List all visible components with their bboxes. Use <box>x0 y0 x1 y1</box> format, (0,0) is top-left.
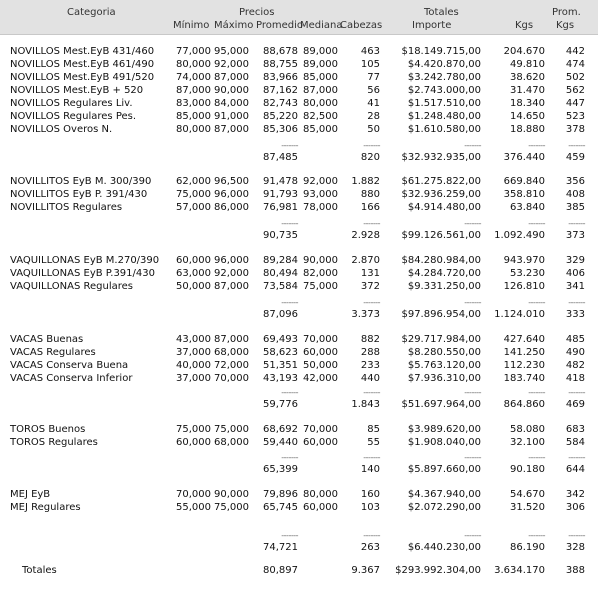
separator-prom: ------- <box>281 298 298 307</box>
row-max: 90,000 <box>214 489 249 500</box>
row-imp: $8.280.550,00 <box>407 347 481 358</box>
row-category: MEJ Regulares <box>10 502 81 513</box>
row-pk: 523 <box>565 111 585 122</box>
row-med: 87,000 <box>303 85 338 96</box>
row-category: NOVILLOS Overos N. <box>10 124 113 135</box>
separator-imp: ------- <box>464 298 481 307</box>
row-prom: 58,623 <box>263 347 298 358</box>
row-prom: 91,478 <box>263 176 298 187</box>
subtotal-pk: 333 <box>565 309 585 320</box>
row-med: 80,000 <box>303 489 338 500</box>
row-med: 85,000 <box>303 124 338 135</box>
row-cab: 288 <box>360 347 380 358</box>
row-kgs: 427.640 <box>503 334 545 345</box>
subtotal-prom: 87,096 <box>263 309 298 320</box>
header-mediana: Mediana <box>300 20 343 31</box>
row-prom: 79,896 <box>263 489 298 500</box>
row-med: 75,000 <box>303 281 338 292</box>
row-pk: 306 <box>565 502 585 513</box>
row-imp: $1.248.480,00 <box>407 111 481 122</box>
row-kgs: 112.230 <box>503 360 545 371</box>
row-kgs: 126.810 <box>503 281 545 292</box>
row-category: NOVILLOS Mest.EyB 461/490 <box>10 59 155 70</box>
separator-prom: ------- <box>281 531 298 540</box>
row-category: VAQUILLONAS EyB P.391/430 <box>10 268 155 279</box>
row-cab: 463 <box>360 46 380 57</box>
row-max: 95,000 <box>214 46 249 57</box>
row-cab: 880 <box>360 189 380 200</box>
subtotal-prom: 87,485 <box>263 152 298 163</box>
subtotal-pk: 644 <box>565 464 585 475</box>
row-kgs: 31.520 <box>510 502 545 513</box>
row-prom: 43,193 <box>263 373 298 384</box>
row-max: 92,000 <box>214 268 249 279</box>
row-kgs: 141.250 <box>503 347 545 358</box>
row-med: 50,000 <box>303 360 338 371</box>
row-pk: 584 <box>565 437 585 448</box>
row-prom: 87,162 <box>263 85 298 96</box>
row-min: 55,000 <box>176 502 211 513</box>
row-pk: 562 <box>565 85 585 96</box>
row-max: 75,000 <box>214 502 249 513</box>
header-totales: Totales <box>424 7 459 18</box>
row-prom: 85,306 <box>263 124 298 135</box>
separator-pk: ------- <box>568 219 585 228</box>
row-med: 93,000 <box>303 189 338 200</box>
subtotal-kgs: 90.180 <box>510 464 545 475</box>
row-prom: 76,981 <box>263 202 298 213</box>
subtotal-kgs: 864.860 <box>503 399 545 410</box>
header-maximo: Máximo <box>214 20 254 31</box>
row-imp: $32.936.259,00 <box>401 189 481 200</box>
separator-cab: ------- <box>363 141 380 150</box>
row-min: 75,000 <box>176 424 211 435</box>
subtotal-prom: 59,776 <box>263 399 298 410</box>
row-med: 82,500 <box>303 111 338 122</box>
row-med: 60,000 <box>303 347 338 358</box>
row-cab: 160 <box>360 489 380 500</box>
row-imp: $2.743.000,00 <box>407 85 481 96</box>
header-prom-kgs: Kgs <box>556 20 575 31</box>
row-category: NOVILLOS Mest.EyB 491/520 <box>10 72 155 83</box>
separator-prom: ------- <box>281 388 298 397</box>
row-category: VACAS Buenas <box>10 334 84 345</box>
separator-imp: ------- <box>464 141 481 150</box>
row-category: VACAS Regulares <box>10 347 96 358</box>
row-cab: 233 <box>360 360 380 371</box>
subtotal-imp: $6.440.230,00 <box>407 542 481 553</box>
subtotal-cab: 140 <box>360 464 380 475</box>
separator-cab: ------- <box>363 531 380 540</box>
row-med: 80,000 <box>303 98 338 109</box>
row-pk: 474 <box>565 59 585 70</box>
subtotal-pk: 459 <box>565 152 585 163</box>
separator-kgs: ------- <box>528 219 545 228</box>
row-pk: 406 <box>565 268 585 279</box>
row-imp: $61.275.822,00 <box>401 176 481 187</box>
row-med: 70,000 <box>303 334 338 345</box>
grand-total-cab: 9.367 <box>351 565 380 576</box>
row-prom: 69,493 <box>263 334 298 345</box>
row-max: 96,500 <box>214 176 249 187</box>
row-cab: 882 <box>360 334 380 345</box>
separator-cab: ------- <box>363 453 380 462</box>
row-imp: $1.908.040,00 <box>407 437 481 448</box>
row-pk: 502 <box>565 72 585 83</box>
row-imp: $29.717.984,00 <box>401 334 481 345</box>
row-pk: 683 <box>565 424 585 435</box>
row-category: NOVILLITOS Regulares <box>10 202 123 213</box>
row-min: 83,000 <box>176 98 211 109</box>
row-min: 43,000 <box>176 334 211 345</box>
row-kgs: 183.740 <box>503 373 545 384</box>
row-kgs: 943.970 <box>503 255 545 266</box>
separator-kgs: ------- <box>528 531 545 540</box>
row-prom: 85,220 <box>263 111 298 122</box>
header-kgs: Kgs <box>515 20 534 31</box>
row-prom: 80,494 <box>263 268 298 279</box>
row-pk: 490 <box>565 347 585 358</box>
subtotal-cab: 3.373 <box>351 309 380 320</box>
grand-total-pk: 388 <box>565 565 585 576</box>
row-min: 80,000 <box>176 124 211 135</box>
row-imp: $84.280.984,00 <box>401 255 481 266</box>
row-pk: 485 <box>565 334 585 345</box>
row-category: NOVILLOS Regulares Liv. <box>10 98 133 109</box>
row-min: 74,000 <box>176 72 211 83</box>
row-category: VAQUILLONAS EyB M.270/390 <box>10 255 160 266</box>
row-cab: 28 <box>367 111 380 122</box>
row-imp: $3.989.620,00 <box>407 424 481 435</box>
row-imp: $1.610.580,00 <box>407 124 481 135</box>
row-max: 68,000 <box>214 347 249 358</box>
row-category: NOVILLITOS EyB M. 300/390 <box>10 176 152 187</box>
row-cab: 1.882 <box>351 176 380 187</box>
row-med: 89,000 <box>303 46 338 57</box>
row-prom: 59,440 <box>263 437 298 448</box>
subtotal-cab: 1.843 <box>351 399 380 410</box>
row-category: VACAS Conserva Buena <box>10 360 129 371</box>
row-imp: $9.331.250,00 <box>407 281 481 292</box>
row-category: NOVILLITOS EyB P. 391/430 <box>10 189 148 200</box>
row-kgs: 18.340 <box>510 98 545 109</box>
separator-imp: ------- <box>464 531 481 540</box>
row-prom: 68,692 <box>263 424 298 435</box>
subtotal-pk: 328 <box>565 542 585 553</box>
row-max: 96,000 <box>214 189 249 200</box>
row-kgs: 358.810 <box>503 189 545 200</box>
row-pk: 408 <box>565 189 585 200</box>
header-precios: Precios <box>239 7 275 18</box>
separator-imp: ------- <box>464 219 481 228</box>
row-max: 90,000 <box>214 85 249 96</box>
row-imp: $4.420.870,00 <box>407 59 481 70</box>
row-cab: 103 <box>360 502 380 513</box>
separator-kgs: ------- <box>528 388 545 397</box>
row-med: 42,000 <box>303 373 338 384</box>
row-med: 89,000 <box>303 59 338 70</box>
row-kgs: 38.620 <box>510 72 545 83</box>
row-pk: 341 <box>565 281 585 292</box>
subtotal-pk: 373 <box>565 230 585 241</box>
row-imp: $3.242.780,00 <box>407 72 481 83</box>
row-min: 80,000 <box>176 59 211 70</box>
subtotal-prom: 65,399 <box>263 464 298 475</box>
grand-total-kgs: 3.634.170 <box>494 565 545 576</box>
row-max: 96,000 <box>214 255 249 266</box>
row-pk: 342 <box>565 489 585 500</box>
row-kgs: 204.670 <box>503 46 545 57</box>
row-cab: 85 <box>367 424 380 435</box>
row-prom: 65,745 <box>263 502 298 513</box>
row-kgs: 54.670 <box>510 489 545 500</box>
row-max: 84,000 <box>214 98 249 109</box>
row-med: 82,000 <box>303 268 338 279</box>
row-min: 60,000 <box>176 255 211 266</box>
row-prom: 88,755 <box>263 59 298 70</box>
row-pk: 329 <box>565 255 585 266</box>
row-cab: 55 <box>367 437 380 448</box>
row-prom: 83,966 <box>263 72 298 83</box>
grand-total-imp: $293.992.304,00 <box>395 565 481 576</box>
subtotal-imp: $97.896.954,00 <box>401 309 481 320</box>
row-kgs: 31.470 <box>510 85 545 96</box>
row-prom: 51,351 <box>263 360 298 371</box>
row-imp: $5.763.120,00 <box>407 360 481 371</box>
row-min: 57,000 <box>176 202 211 213</box>
separator-prom: ------- <box>281 453 298 462</box>
row-cab: 131 <box>360 268 380 279</box>
row-imp: $2.072.290,00 <box>407 502 481 513</box>
subtotal-kgs: 376.440 <box>503 152 545 163</box>
row-min: 50,000 <box>176 281 211 292</box>
separator-pk: ------- <box>568 298 585 307</box>
row-min: 77,000 <box>176 46 211 57</box>
separator-cab: ------- <box>363 388 380 397</box>
row-category: NOVILLOS Regulares Pes. <box>10 111 137 122</box>
row-max: 87,000 <box>214 334 249 345</box>
row-imp: $1.517.510,00 <box>407 98 481 109</box>
subtotal-prom: 90,735 <box>263 230 298 241</box>
subtotal-imp: $5.897.660,00 <box>407 464 481 475</box>
row-max: 68,000 <box>214 437 249 448</box>
subtotal-imp: $51.697.964,00 <box>401 399 481 410</box>
row-pk: 442 <box>565 46 585 57</box>
separator-prom: ------- <box>281 141 298 150</box>
row-max: 87,000 <box>214 281 249 292</box>
separator-prom: ------- <box>281 219 298 228</box>
separator-pk: ------- <box>568 388 585 397</box>
subtotal-pk: 469 <box>565 399 585 410</box>
row-pk: 418 <box>565 373 585 384</box>
row-max: 86,000 <box>214 202 249 213</box>
row-imp: $4.284.720,00 <box>407 268 481 279</box>
row-cab: 56 <box>367 85 380 96</box>
row-pk: 447 <box>565 98 585 109</box>
row-pk: 482 <box>565 360 585 371</box>
separator-kgs: ------- <box>528 141 545 150</box>
row-imp: $4.914.480,00 <box>407 202 481 213</box>
row-cab: 50 <box>367 124 380 135</box>
row-kgs: 58.080 <box>510 424 545 435</box>
row-kgs: 63.840 <box>510 202 545 213</box>
row-kgs: 32.100 <box>510 437 545 448</box>
row-pk: 356 <box>565 176 585 187</box>
row-max: 75,000 <box>214 424 249 435</box>
header-categoria: Categoria <box>67 7 116 18</box>
row-imp: $4.367.940,00 <box>407 489 481 500</box>
subtotal-cab: 263 <box>360 542 380 553</box>
row-kgs: 53.230 <box>510 268 545 279</box>
row-max: 87,000 <box>214 72 249 83</box>
row-category: NOVILLOS Mest.EyB 431/460 <box>10 46 155 57</box>
subtotal-kgs: 86.190 <box>510 542 545 553</box>
separator-pk: ------- <box>568 453 585 462</box>
row-med: 85,000 <box>303 72 338 83</box>
row-cab: 105 <box>360 59 380 70</box>
grand-total-label: Totales <box>22 565 57 576</box>
row-med: 70,000 <box>303 424 338 435</box>
separator-imp: ------- <box>464 453 481 462</box>
subtotal-imp: $32.932.935,00 <box>401 152 481 163</box>
row-min: 87,000 <box>176 85 211 96</box>
row-min: 62,000 <box>176 176 211 187</box>
row-med: 90,000 <box>303 255 338 266</box>
subtotal-cab: 820 <box>360 152 380 163</box>
row-prom: 73,584 <box>263 281 298 292</box>
row-med: 60,000 <box>303 502 338 513</box>
row-med: 92,000 <box>303 176 338 187</box>
row-max: 72,000 <box>214 360 249 371</box>
row-med: 78,000 <box>303 202 338 213</box>
row-med: 60,000 <box>303 437 338 448</box>
row-cab: 2.870 <box>351 255 380 266</box>
row-max: 87,000 <box>214 124 249 135</box>
header-prom: Prom. <box>552 7 581 18</box>
row-kgs: 49.810 <box>510 59 545 70</box>
row-min: 60,000 <box>176 437 211 448</box>
row-category: VACAS Conserva Inferior <box>10 373 133 384</box>
row-min: 70,000 <box>176 489 211 500</box>
row-category: NOVILLOS Mest.EyB + 520 <box>10 85 144 96</box>
separator-cab: ------- <box>363 219 380 228</box>
header-minimo: Mínimo <box>173 20 210 31</box>
row-prom: 91,793 <box>263 189 298 200</box>
row-category: VAQUILLONAS Regulares <box>10 281 134 292</box>
row-cab: 77 <box>367 72 380 83</box>
separator-cab: ------- <box>363 298 380 307</box>
separator-kgs: ------- <box>528 453 545 462</box>
grand-total-prom: 80,897 <box>263 565 298 576</box>
row-min: 40,000 <box>176 360 211 371</box>
header-cabezas: Cabezas <box>340 20 383 31</box>
row-prom: 82,743 <box>263 98 298 109</box>
subtotal-cab: 2.928 <box>351 230 380 241</box>
row-imp: $7.936.310,00 <box>407 373 481 384</box>
row-cab: 166 <box>360 202 380 213</box>
subtotal-kgs: 1.124.010 <box>494 309 545 320</box>
row-kgs: 669.840 <box>503 176 545 187</box>
separator-kgs: ------- <box>528 298 545 307</box>
row-imp: $18.149.715,00 <box>401 46 481 57</box>
row-cab: 41 <box>367 98 380 109</box>
row-min: 37,000 <box>176 347 211 358</box>
row-cab: 440 <box>360 373 380 384</box>
row-prom: 88,678 <box>263 46 298 57</box>
row-pk: 378 <box>565 124 585 135</box>
row-min: 75,000 <box>176 189 211 200</box>
row-category: TOROS Buenos <box>10 424 86 435</box>
row-min: 63,000 <box>176 268 211 279</box>
row-cab: 372 <box>360 281 380 292</box>
header-importe: Importe <box>412 20 452 31</box>
row-min: 85,000 <box>176 111 211 122</box>
row-kgs: 18.880 <box>510 124 545 135</box>
row-pk: 385 <box>565 202 585 213</box>
separator-imp: ------- <box>464 388 481 397</box>
subtotal-prom: 74,721 <box>263 542 298 553</box>
row-prom: 89,284 <box>263 255 298 266</box>
row-category: TOROS Regulares <box>10 437 98 448</box>
row-max: 70,000 <box>214 373 249 384</box>
header-promedio: Promedio <box>256 20 304 31</box>
subtotal-imp: $99.126.561,00 <box>401 230 481 241</box>
row-max: 92,000 <box>214 59 249 70</box>
row-kgs: 14.650 <box>510 111 545 122</box>
subtotal-kgs: 1.092.490 <box>494 230 545 241</box>
row-max: 91,000 <box>214 111 249 122</box>
separator-pk: ------- <box>568 141 585 150</box>
row-category: MEJ EyB <box>10 489 51 500</box>
row-min: 37,000 <box>176 373 211 384</box>
separator-pk: ------- <box>568 531 585 540</box>
